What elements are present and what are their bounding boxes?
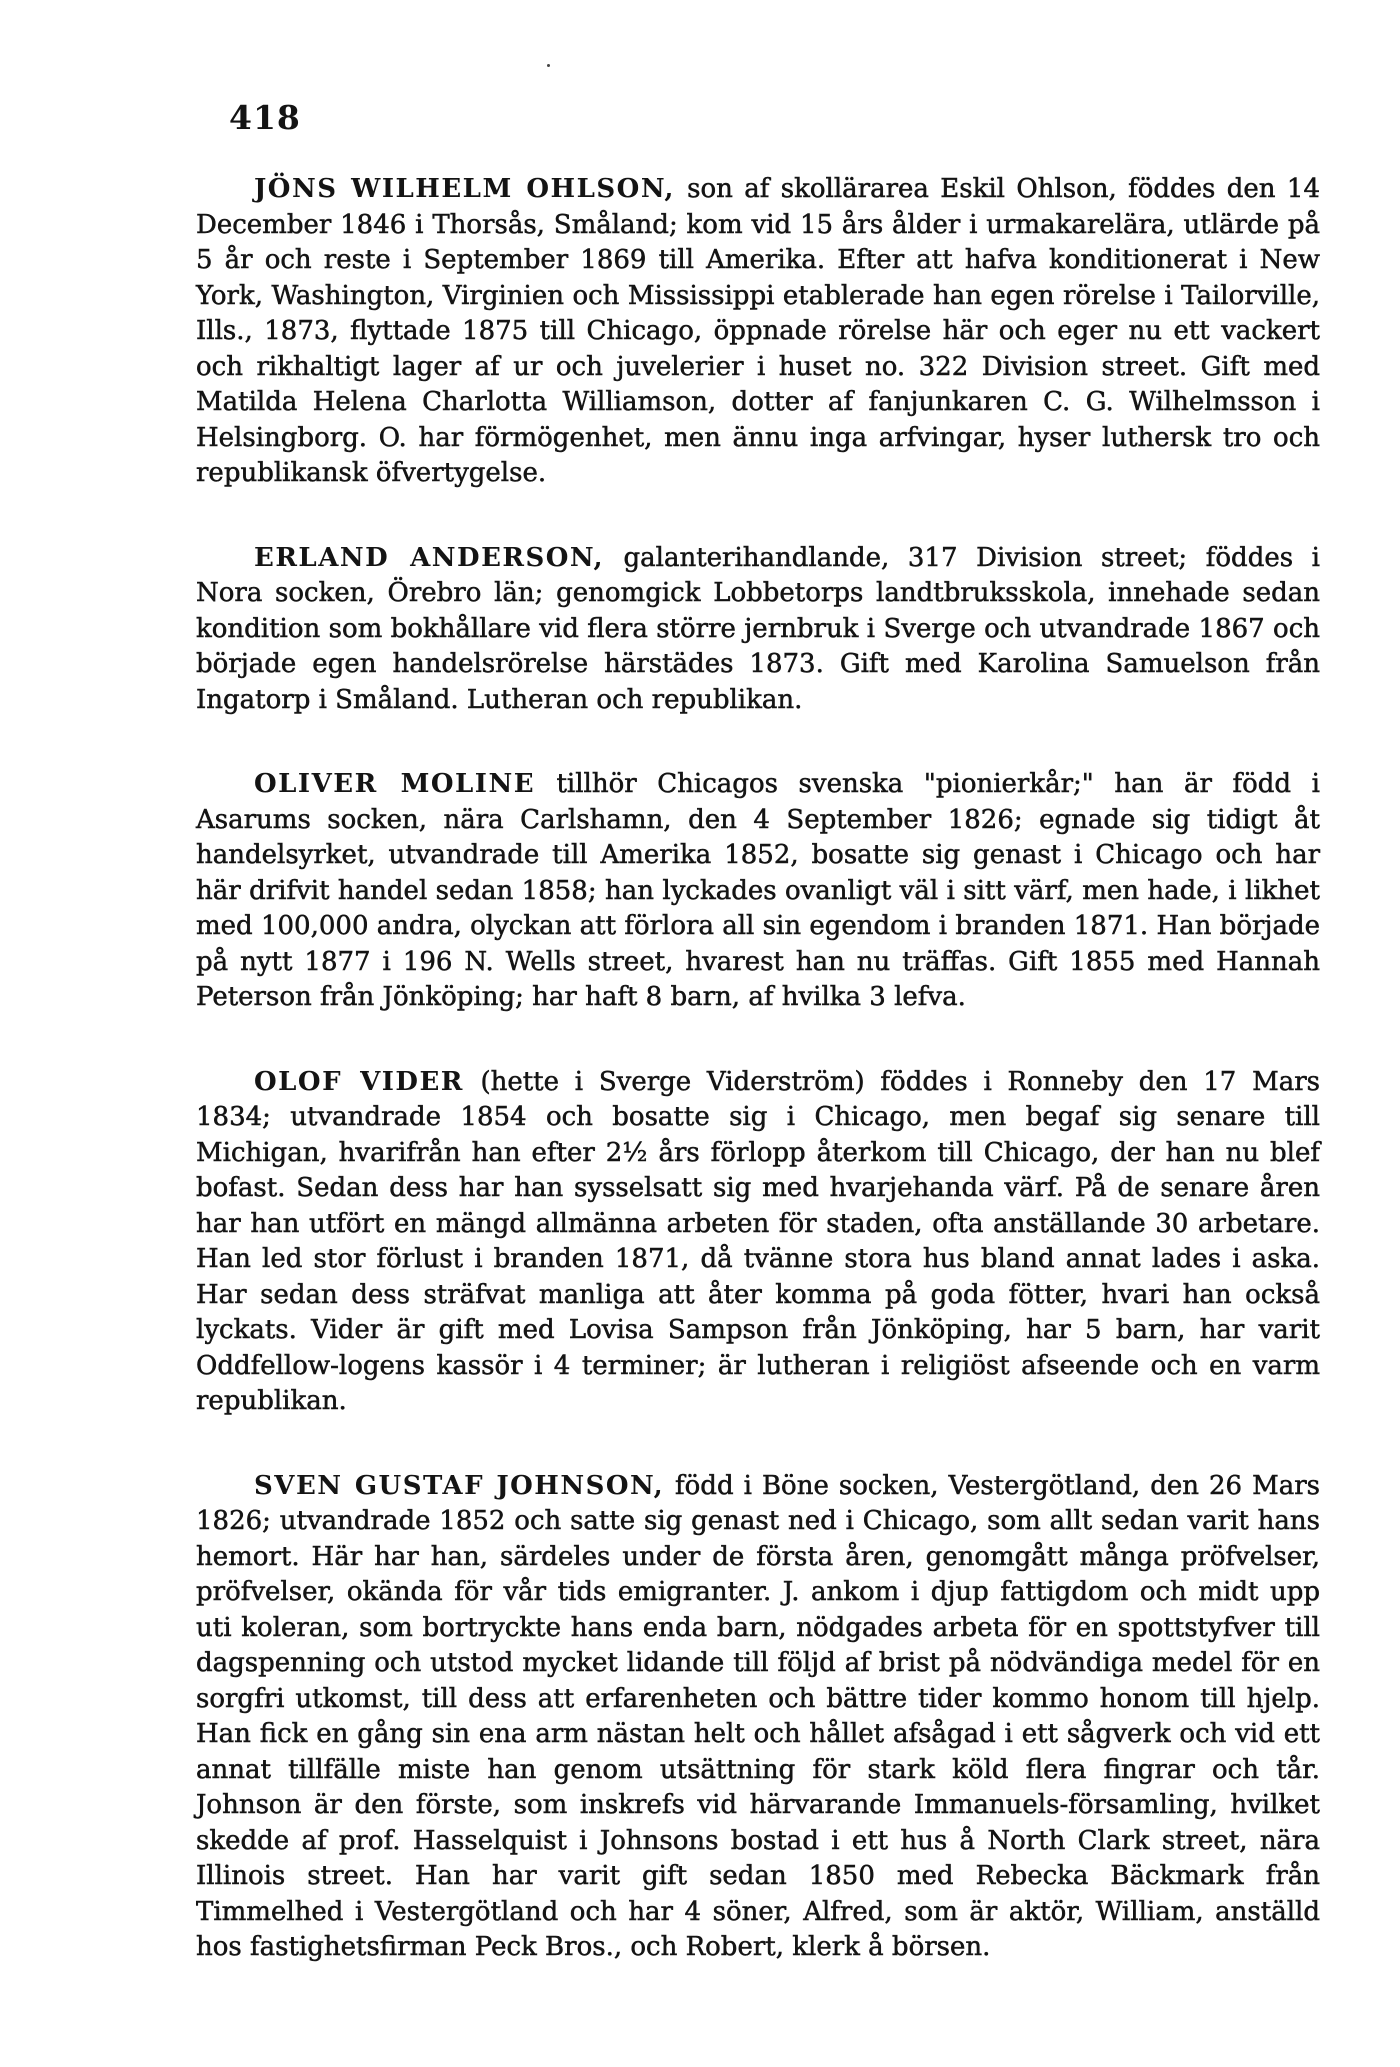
entry-oliver-moline <box>196 767 1320 1016</box>
entry-name: SVEN GUSTAF JOHNSON, <box>254 1470 665 1501</box>
entry-jons-wilhelm-ohlson <box>196 172 1320 492</box>
entry-text: galanterihandlande, 317 Division street; föddes i Nora socken, Örebro län; genomgick Lobbetorps landtbruksskola, innehade sedan kondition som bokhållare vid flera större jernbruk i Sverge och utvandrade 1867 och började egen handelsrörelse härstädes 1873. Gift med Karolina Samuelson från Ingatorp i Småland. Lutheran och republikan. <box>196 542 1320 715</box>
entry-text: son af skollärarea Eskil Ohlson, föddes den 14 December 1846 i Thorsås, Småland; kom vid 15 års ålder i urmakarelära, utlärde på 5 år och reste i September 1869 till Amerika. Efter att hafva konditionerat i New York, Washington, Virginien och Mississippi etablerade han egen rörelse i Tailorville, Ills., 1873, flyttade 1875 till Chicago, öppnade rörelse här och eger nu ett vackert och rikhaltigt lager af ur och juvelerier i huset no. 322 Division street. Gift med Matilda Helena Charlotta Williamson, dotter af fanjunkaren C. G. Wilhelmsson i Helsingborg. O. har förmögenhet, men ännu inga arfvingar, hyser luthersk tro och republikansk öfvertygelse. <box>196 174 1320 488</box>
entry-olof-vider <box>196 1065 1320 1420</box>
entry-text: tillhör Chicagos svenska "pionierkår;" han är född i Asarums socken, nära Carlshamn, den 4 September 1826; egnade sig tidigt åt handelsyrket, utvandrade till Amerika 1852, bosatte sig genast i Chicago och har här drifvit handel sedan 1858; han lyckades ovanligt väl i sitt värf, men hade, i likhet med 100,000 andra, olyckan att förlora all sin egendom i branden 1871. Han började på nytt 1877 i 196 N. Wells street, hvarest han nu träffas. Gift 1855 med Hannah Peterson från Jönköping; har haft 8 barn, af hvilka 3 lefva. <box>196 769 1320 1012</box>
print-speck <box>547 64 550 67</box>
entry-name: JÖNS WILHELM OHLSON, <box>254 174 675 204</box>
entry-text: (hette i Sverge Viderström) föddes i Ronneby den 17 Mars 1834; utvandrade 1854 och bosatte sig i Chicago, men begaf sig senare till Michigan, hvarifrån han efter 2½ års förlopp återkom till Chicago, der han nu blef bofast. Sedan dess har han sysselsatt sig med hvarjehanda värf. På de senare åren har han utfört en mängd allmänna arbeten för staden, ofta anställande 30 arbetare. Han led stor förlust i branden 1871, då tvänne stora hus bland annat lades i aska. Har sedan dess sträfvat manliga att åter komma på goda fötter, hvari han också lyckats. Vider är gift med Lovisa Sampson från Jönköping, har 5 barn, har varit Oddfellow-logens kassör i 4 terminer; är lutheran i religiöst afseende och en varm republikan. <box>196 1066 1320 1416</box>
entry-name: OLOF VIDER <box>254 1066 464 1097</box>
entry-sven-gustaf-johnson <box>196 1469 1320 1966</box>
page-number: 418 <box>229 98 301 137</box>
entries-column <box>196 172 1320 1966</box>
entry-name: ERLAND ANDERSON, <box>254 542 605 573</box>
entry-name: OLIVER MOLINE <box>254 769 536 799</box>
entry-erland-anderson <box>196 541 1320 719</box>
entry-text: född i Böne socken, Vestergötland, den 26 Mars 1826; utvandrade 1852 och satte sig genast ned i Chicago, som allt sedan varit hans hemort. Här har han, särdeles under de första åren, genomgått många pröfvelser, pröfvelser, okända för vår tids emigranter. J. ankom i djup fattigdom och midt upp uti koleran, som bortryckte hans enda barn, nödgades arbeta för en spottstyfver till dagspenning och utstod mycket lidande till följd af brist på nödvändiga medel för en sorgfri utkomst, till dess att erfarenheten och bättre tider kommo honom till hjelp. Han fick en gång sin ena arm nästan helt och hållet afsågad i ett sågverk och vid ett annat tillfälle miste han genom utsättning för stark köld flera fingrar och tår. Johnson är den förste, som inskrefs vid härvarande Immanuels-församling, hvilket skedde af prof. Hasselquist i Johnsons bostad i ett hus å North Clark street, nära Illinois street. Han har varit gift sedan 1850 med Rebecka Bäckmark från Timmelhed i Vestergötland och har 4 söner, Alfred, som är aktör, William, anställd hos fastighetsfirman Peck Bros., och Robert, klerk å börsen. <box>196 1470 1320 1962</box>
